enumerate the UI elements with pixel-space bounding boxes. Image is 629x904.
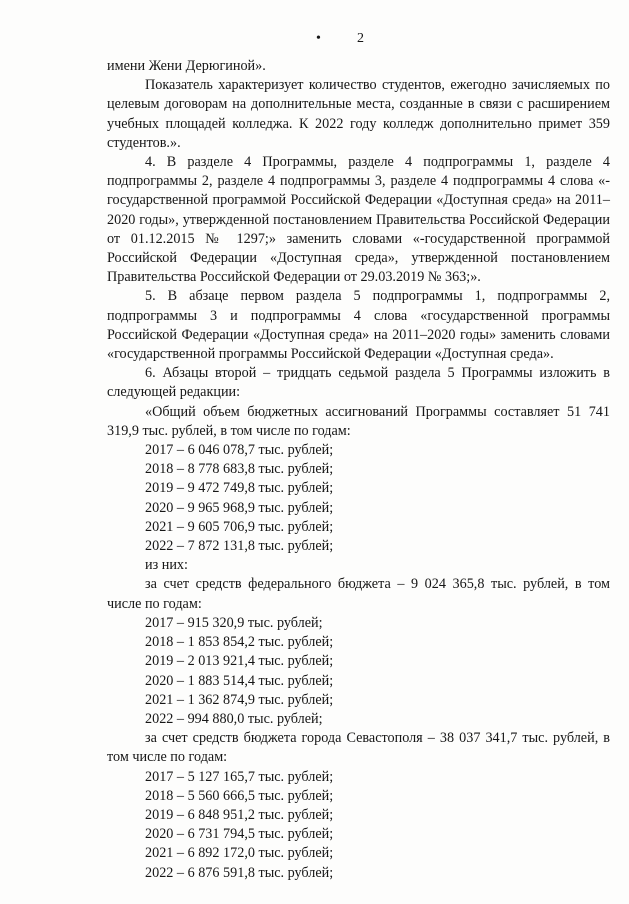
header-dot: • (316, 31, 321, 46)
list-item: 2021 – 9 605 706,9 тыс. рублей; (145, 518, 334, 535)
document-body (107, 57, 610, 883)
list-item: 2018 – 8 778 683,8 тыс. рублей; (145, 461, 334, 478)
list-item: 2022 – 7 872 131,8 тыс. рублей; (145, 538, 334, 555)
list-item: 2019 – 2 013 921,4 тыс. рублей; (145, 653, 334, 670)
paragraph-continuation: имени Жени Дерюгиной». (107, 58, 266, 74)
list-item: 2019 – 6 848 951,2 тыс. рублей; (145, 806, 334, 823)
list-item: 2022 – 6 876 591,8 тыс. рублей; (145, 864, 334, 881)
paragraph-federal-budget: за счет средств федерального бюджета – 9 024 365,8 тыс. рублей, в том числе по годам: (107, 576, 610, 612)
paragraph-item-5: 5. В абзаце первом раздела 5 подпрограммы 1, подпрограммы 2, подпрограммы 3 и подпрограммы 4 слова «государственной программы Российской Федерации «Доступная среда» на 2011–2020 годы» заменить словами «государственной программы Российской Федерации «Доступная среда». (107, 288, 610, 363)
list-item: 2021 – 1 362 874,9 тыс. рублей; (145, 691, 334, 708)
list-item: 2017 – 5 127 165,7 тыс. рублей; (145, 768, 334, 785)
paragraph-total-volume: «Общий объем бюджетных ассигнований Программы составляет 51 741 319,9 тыс. рублей, в том числе по годам: (107, 403, 610, 439)
paragraph-city-budget: за счет средств бюджета города Севастополя – 38 037 341,7 тыс. рублей, в том числе по годам: (107, 730, 610, 766)
list-item: 2020 – 1 883 514,4 тыс. рублей; (145, 672, 334, 689)
list-item: 2018 – 1 853 854,2 тыс. рублей; (145, 634, 334, 651)
paragraph-item-6: 6. Абзацы второй – тридцать седьмой раздела 5 Программы изложить в следующей редакции: (107, 365, 610, 401)
paragraph-of-which: из них: (145, 557, 188, 574)
list-item: 2021 – 6 892 172,0 тыс. рублей; (145, 845, 334, 862)
total-by-year-list (107, 441, 610, 556)
page-number: 2 (357, 31, 364, 46)
list-item: 2019 – 9 472 749,8 тыс. рублей; (145, 480, 334, 497)
list-item: 2022 – 994 880,0 тыс. рублей; (145, 710, 323, 727)
list-item: 2018 – 5 560 666,5 тыс. рублей; (145, 787, 334, 804)
federal-by-year-list (107, 614, 610, 729)
list-item: 2020 – 6 731 794,5 тыс. рублей; (145, 826, 334, 843)
paragraph-item-4: 4. В разделе 4 Программы, разделе 4 подпрограммы 1, разделе 4 подпрограммы 2, разделе 4 подпрограммы 3, разделе 4 подпрограммы 4 слова «- государственной программой Российской Федерации «Доступная среда» на 2011–2020 годы», утвержденной постановлением Правительства Российской Федерации от 01.12.2015 № 1297;» заменить словами «-государственной программой Российской Федерации «Доступная среда», утвержденной постановлением Правительства Российской Федерации от 29.03.2019 № 363;». (107, 154, 610, 286)
list-item: 2017 – 6 046 078,7 тыс. рублей; (145, 442, 334, 459)
list-item: 2017 – 915 320,9 тыс. рублей; (145, 614, 323, 631)
paragraph-indicator: Показатель характеризует количество студентов, ежегодно зачисляемых по целевым договорам на дополнительные места, созданные в связи с расширением учебных площадей колледжа. К 2022 году колледж дополнительно примет 359 студентов.». (107, 77, 610, 151)
list-item: 2020 – 9 965 968,9 тыс. рублей; (145, 499, 334, 516)
city-by-year-list (107, 768, 610, 883)
